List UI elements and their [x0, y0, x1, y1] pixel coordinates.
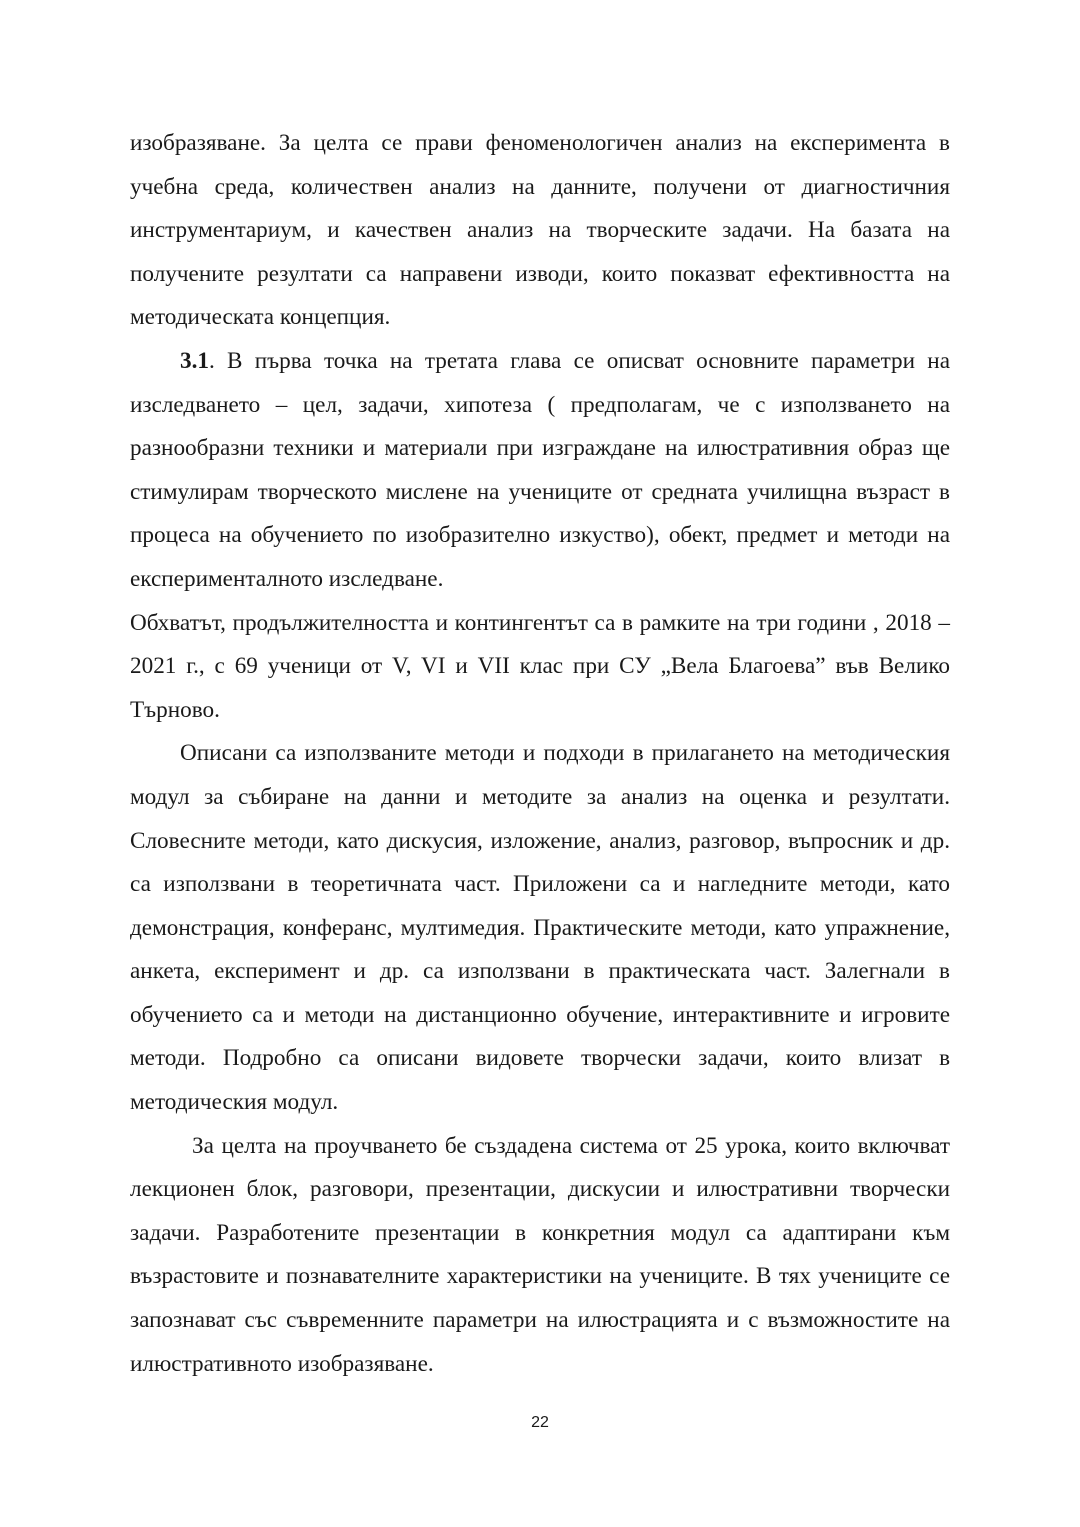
section-number: 3.1: [180, 347, 209, 374]
text-line: За целта на проучването бе създадена система от 25 урока, които: [192, 1132, 851, 1159]
text-line: изобразяване. За целта се прави феноменологичен анализ на експеримента: [130, 130, 927, 156]
text-line: включват лекционен блок, разговори, презентации, дискусии и: [130, 1132, 951, 1203]
paragraph-methods: [130, 732, 950, 1124]
text-line: разговор, въпросник и др. са използвани в теоретичната част. Приложени: [130, 827, 950, 898]
text-line: използвани в практическата част. Залегнали в обучението са и методи на: [130, 958, 950, 1028]
text-line: илюстративни творчески задачи. Разработените презентации в конкретния: [130, 1176, 950, 1246]
page-number: 22: [531, 1414, 549, 1431]
text-line: Обхватът, продължителността и контингентът са в рамките на три години ,: [130, 609, 879, 636]
text-line: описани видовете творчески задачи, които влизат в методическия модул.: [130, 1045, 951, 1116]
paragraph-scope: [130, 602, 950, 733]
paragraph-section-3-1: [130, 340, 950, 602]
text-line: училищна възраст в процеса на обучението по изобразително изкуство),: [130, 478, 950, 549]
text-line: на учениците. В тях учениците се запознават със съвременните параметри: [130, 1263, 951, 1334]
text-line: образ ще стимулирам творческото мислене на учениците от средната: [130, 435, 950, 505]
text-line: дистанционно обучение, интерактивните и игровите методи. Подробно са: [130, 1001, 950, 1072]
text-line: диагностичния инструментариум, и качествен анализ на творческите: [130, 173, 951, 244]
body-text: [130, 122, 950, 1386]
text-line: 2018 – 2021 г., с 69 ученици от V, VI и VII клас при СУ „Вела Благоева”: [130, 609, 950, 680]
text-line: са и нагледните методи, като демонстрация, конферанс, мултимедия.: [130, 871, 951, 941]
text-line: и резултати. Словесните методи, като дискусия, изложение, анализ,: [130, 783, 950, 854]
text-line: във Велико Търново.: [130, 653, 950, 723]
text-line: показват ефективността на методическата концепция.: [130, 260, 950, 331]
text-line: в учебна среда, количествен анализ на данните, получени от: [130, 130, 950, 200]
text-line: Описани са използваните методи и подходи в прилагането на: [180, 740, 805, 767]
text-line: Практическите методи, като упражнение, анкета, експеримент и др. са: [130, 914, 950, 985]
text-line: модул са адаптирани към възрастовите и познавателните характеристики: [130, 1219, 950, 1290]
text-line: задачи. На базата на получените резултати са направени изводи, които: [130, 217, 950, 287]
paragraph-lessons-system: [130, 1125, 950, 1387]
paragraph-analysis-intro: [130, 122, 950, 340]
text-line: . В първа точка на третата глава се описват основните параметри на: [208, 347, 950, 374]
text-line: обект, предмет и методи на експерименталното изследване.: [130, 522, 950, 592]
text-line: на илюстрацията и с възможностите на илюстративното изобразяване.: [130, 1307, 951, 1377]
text-line: разнообразни техники и материали при изграждане на илюстративния: [130, 435, 850, 462]
text-line: методическия модул за събиране на данни и методите за анализ на оценка: [130, 740, 950, 810]
text-line: изследването – цел, задачи, хипотеза ( предполагам, че с използването на: [130, 391, 950, 418]
